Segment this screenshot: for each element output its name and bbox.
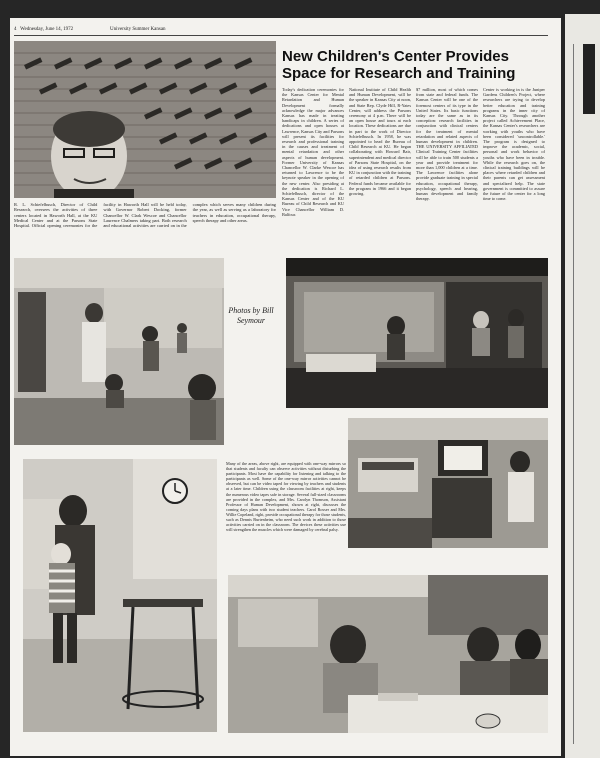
adjacent-page-strip (573, 44, 596, 744)
page-number: 4 (14, 27, 17, 32)
photo-playroom (14, 258, 224, 445)
article-column-2: National Institute of Child Health and Human Development, will be the speaker in Kansas City at noon, and State Rep. Clyde Hill, R-Yates Center, will address the Parsons ceremony at 4 p.m. There will be an open house and tours at each location. These dedications are due in part to the work of Director Schiefelbusch. In 1958, he was appointed to head the Bureau of Child Research at KU. He began collaborating with Howard Bair, superintendent and medical director of Parsons State Hospital, on the idea of using research results from KU in conjunction with the training of retarded children at Parsons. Federal funds became available for the program in 1966 and it began growing. (349, 87, 411, 197)
article-headline: New Children's Center Provides Space for Research and Training (282, 48, 516, 82)
article-column-1: Today's dedication ceremonies for the Kansas Center for Mental Retardation and Human Development formally acknowledge the major advances Kansas has made in treating handicaps in children. A series of dedications and open houses at Lawrence, Kansas City and Parsons will present its facilities for research and professional training in the causes and treatment of mental retardation and other aspects of human development. Former University of Kansas Chancellor W. Clarke Wescoe has returned to Lawrence to be the keynote speaker in the opening of the new center. Also presiding at the dedication is Richard L. Schiefelbusch, director of the Kansas Center and of the KU Bureau of Child Research and KU Vice Chancellor William D. Balfour. (282, 87, 344, 217)
adjacent-page-mark (583, 44, 595, 114)
photo-student-teachers (228, 575, 548, 733)
photo-observation-room (286, 258, 548, 408)
top-photo-caption: R. L. Schiefelbusch, Director of Child Research, oversees the activities of three centers located in Haworth Hall, at the KU Medical Center and at the Parsons State Hospital. Official opening ceremonies for the facility in Haworth Hall will be held today, with Governor Robert Docking, former Chancellor W. Clark Wescoe and Chancellor Laurence Chalmers taking part. Both research and educational activities are carried on in the complex which serves many children during the year, as well as serving as a laboratory for teachers in education, occupational therapy, speech therapy and other areas. (14, 202, 276, 229)
adjacent-page-edge (565, 14, 600, 758)
paper-name: University Summer Kansan (110, 27, 166, 32)
photo-video-equipment (348, 418, 548, 548)
photo-director-portrait (14, 41, 276, 198)
article-column-3: $7 million, most of which comes from state and federal funds. The Kansas Center will be one of the foremost centers of its type in the United States. Its basic functions today are the same as in its conception: research facilities in conjunction with clinical centers for the treatment of mental retardation and related aspects of human development in children. THE UNIVERSITY AFFILIATED Clinical Training Center facilities will be able to train 500 students a year and provide treatment for more than 1,000 children at a time. The Lawrence facilities alone provide graduate training in special education, occupational therapy, psychology, speech and hearing, human development and family therapy. (416, 87, 478, 202)
page-date: Wednesday, June 14, 1972 (20, 27, 74, 32)
article-column-4: Center is working in is the Juniper Gardens Children's Project, where researchers are trying to develop better education and training programs in the inner city of Kansas City. Through another project called Achievement Place, the Kansas Center's researchers are working with youths who have been considered 'uncontrollable.' The program is designed to improve the academic, social, personal and work behavior of youths who have been in trouble. While the research goes on, the clinical training buildings will be places where retarded children and their parents can get assessment and specialized help. The state government is committed to assure the future of the center for a long time to come. (483, 87, 545, 202)
page-folio (14, 27, 73, 32)
bottom-caption-text: Many of the areas, above right, are equipped with one-way mirrors so that students and faculty can observe activities without disturbing the participants. Most have the capability for listening and talking to the participants as well. Some of the one-way mirror activities cannot be observed, but can be video taped for viewing by teachers and students at a later time. Children using the classroom facilities at right, keeps the numerous video tapes safe in storage. Several full-sized classrooms are provided in the complex, and Mrs. Carolyn Thomson, Assistant Professor of Human Development, shown at right, discusses the coming days plans with two student teachers. Carol Rosser and Mrs. Willie Copeland, right, provide occupational therapy for those students, such as Dennis Burtenheim, who need such work in addition to those activities carried on in the classroom. The devices these activities use will strengthen the muscles which were damaged by cerebral palsy. (226, 461, 346, 533)
photo-credit: Photos by Bill Seymour (228, 306, 274, 325)
photo-classroom-child (23, 459, 217, 732)
masthead-rule (14, 35, 548, 36)
